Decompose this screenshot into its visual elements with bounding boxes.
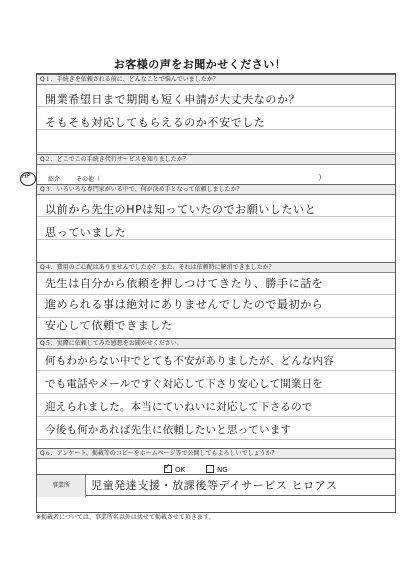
q4-answer bbox=[37, 272, 395, 338]
option-other: その他（ bbox=[76, 176, 101, 183]
name-label: 事業所 bbox=[37, 475, 86, 497]
q5-answer-line-3: 迎えられました。本当にていねいに対応して下さるので bbox=[45, 401, 313, 413]
name-value: 児童発達支援・放課後等デイサービス ヒロアス bbox=[91, 479, 338, 492]
ng-label: NG bbox=[217, 466, 228, 474]
q3-answer-line-2: 思っていました bbox=[45, 226, 127, 239]
option-other-close: ） bbox=[318, 173, 326, 182]
q4-answer-line-1: 先生は自分から依頼を押しつけてきたり、勝手に話を bbox=[45, 277, 324, 290]
page-title: お客様の声をお聞かせください！ bbox=[113, 58, 287, 71]
q2-question: Q２．どこでこの手続き代行サービスを知りましたか？ bbox=[37, 154, 395, 165]
q1-answer-line-2: そもそも対応してもらえるのか不安でした bbox=[45, 116, 266, 129]
survey-form bbox=[36, 73, 396, 513]
option-introduction: 紹介 bbox=[48, 176, 61, 183]
q3-answer bbox=[37, 194, 395, 262]
q5-answer-line-1: 何もわからない中でとても不安がありましたが、どんな内容 bbox=[45, 355, 334, 367]
q5-answer-line-2: でも電話やメールですぐ対応して下さり安心して開業日を bbox=[45, 378, 323, 390]
q3-question: Q３．いろいろな専門家がいる中で、何が決め手となって依頼しましたか？ bbox=[37, 184, 395, 195]
q5-answer bbox=[37, 348, 395, 448]
name-row bbox=[37, 474, 395, 496]
q5-question: Q５．実際に依頼してみた感想をお聞かせください。 bbox=[37, 338, 395, 349]
option-hp: HP bbox=[22, 173, 31, 180]
footnote: ※掲載者については、事業所名以外は伏せて掲載させて頂きます。 bbox=[36, 514, 215, 521]
ng-checkbox bbox=[206, 465, 214, 473]
q5-answer-line-4: 今後も何かあれば先生に依頼したいと思っています bbox=[45, 424, 292, 436]
q4-answer-line-3: 安心して依頼できました bbox=[45, 319, 173, 332]
ok-label: OK bbox=[175, 466, 186, 474]
consent-ok bbox=[164, 464, 185, 474]
q3-answer-line-1: 以前から先生のHPは知っていたのでお願いしたいと bbox=[45, 203, 317, 216]
q1-answer-line-1: 開業希望日まで期間も短く申請が大丈夫なのか？ bbox=[45, 93, 301, 106]
q1-answer bbox=[37, 84, 395, 154]
q6-question: Q６．アンケート、掲載等のコピーをホームページ等で公開してもよろしいでしょうか？ bbox=[37, 448, 395, 459]
ok-checkbox bbox=[164, 465, 172, 473]
q1-question: Q１．手続きを依頼される前に、どんなことで悩んでいましたか？ bbox=[37, 74, 395, 85]
consent-ng bbox=[206, 464, 228, 474]
q4-answer-line-2: 進められる事は絶対にありませんでしたので最初から bbox=[45, 298, 324, 311]
q4-question: Q４．費用のご心配はありませんでしたか？ また、それは依頼時に解消できましたか？ bbox=[37, 262, 395, 273]
